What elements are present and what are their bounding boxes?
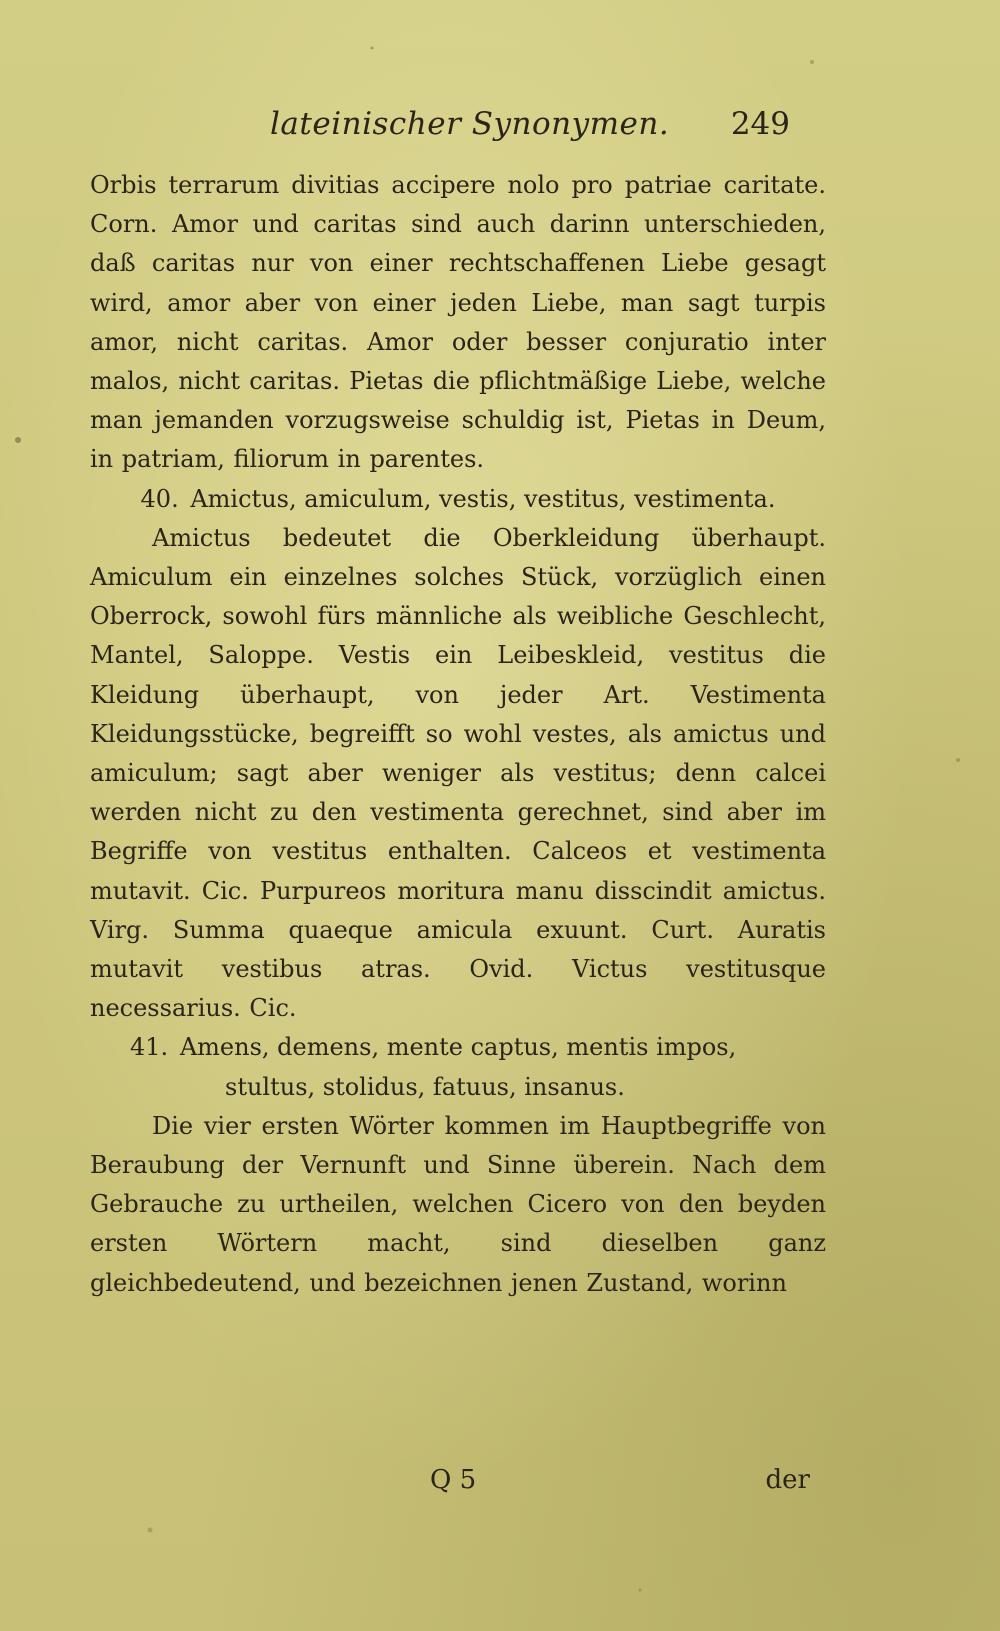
section-title-41-line2: stultus, stolidus, fatuus, insanus. [225, 1072, 625, 1101]
page-footer [430, 1465, 810, 1505]
paragraph-intro: Orbis terrarum divitias accipere nolo pro patriae caritate. Corn. Amor und caritas sind auch darinn unterschieden, daß caritas nur von einer rechtschaffenen Liebe gesagt wird, amor aber von einer jeden Liebe, man sagt turpis amor, nicht caritas. Amor oder besser conjuratio inter malos, nicht caritas. Pietas die pflichtmäßige Liebe, welche man jemanden vorzugsweise schuldig ist, Pietas in Deum, in patriam, filiorum in parentes. [90, 171, 826, 474]
body-text [90, 166, 826, 1303]
section-number-41: 41. [130, 1033, 169, 1062]
section-heading-41 [90, 1028, 826, 1106]
page-number: 249 [730, 106, 790, 142]
paragraph-40: Amictus bedeutet die Oberkleidung überhaupt. Amiculum ein einzelnes solches Stück, vorzüglich einen Oberrock, sowohl fürs männliche als weibliche Geschlecht, Mantel, Saloppe. Vestis ein Leibeskleid, vestitus die Kleidung überhaupt, von jeder Art. Vestimenta Kleidungsstücke, begreifft so wohl vestes, als amictus und amiculum; sagt aber weniger als vestitus; denn calcei werden nicht zu den vestimenta gerechnet, sind aber im Begriffe von vestitus enthalten. Calceos et vestimenta mutavit. Cic. Purpureos moritura manu disscindit amictus. Virg. Summa quaeque amicula exuunt. Curt. Auratis mutavit vestibus atras. Ovid. Victus vestitusque necessarius. Cic. [90, 523, 826, 1023]
page-header [270, 100, 790, 150]
section-title-40: Amictus, amiculum, vestis, vestitus, vestimenta. [190, 484, 776, 513]
section-number-40: 40. [140, 484, 179, 513]
section-title-41-line1: Amens, demens, mente captus, mentis impos, [179, 1033, 737, 1062]
section-heading-40 [90, 480, 826, 519]
catchword: der [765, 1465, 810, 1495]
signature-mark: Q 5 [430, 1465, 477, 1495]
running-title: lateinischer Synonymen. [270, 106, 670, 142]
paragraph-41: Die vier ersten Wörter kommen im Hauptbegriffe von Beraubung der Vernunft und Sinne überein. Nach dem Gebrauche zu urtheilen, welchen Cicero von den beyden ersten Wörtern macht, sind dieselben ganz gleichbedeutend, und bezeichnen jenen Zustand, worinn [90, 1111, 826, 1297]
